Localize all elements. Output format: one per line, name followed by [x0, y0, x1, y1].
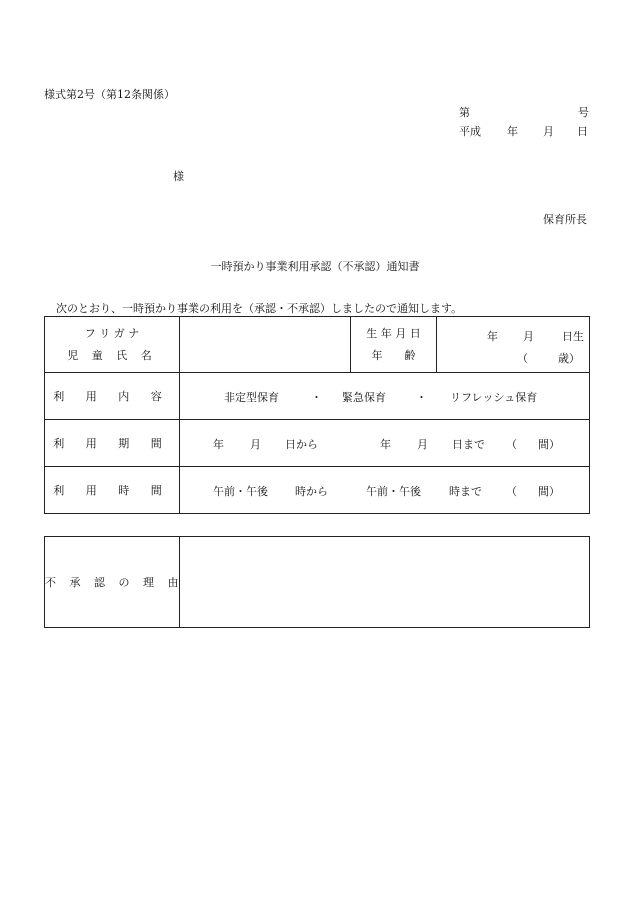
age-close: 歳） [558, 352, 580, 365]
form-number: 様式第2号（第12条関係） [44, 88, 175, 101]
period-start-year: 年 [213, 438, 224, 451]
dob-label: 生 年 月 日 [366, 326, 421, 340]
child-name-field[interactable] [180, 317, 351, 373]
period-start-month: 月 [250, 438, 261, 451]
date-era: 平成 [459, 125, 481, 138]
child-name-header [45, 317, 180, 373]
document-title: 一時預かり事業利用承認（不承認）通知書 [210, 260, 420, 273]
time-duration-close: 間） [538, 485, 560, 498]
period-end-month: 月 [417, 438, 428, 451]
doc-number-suffix: 号 [578, 106, 589, 119]
rejection-reason-field[interactable] [180, 537, 590, 628]
date-month: 月 [543, 125, 554, 138]
dob-year: 年 [487, 330, 498, 343]
furigana-label: フ リ ガ ナ [84, 326, 140, 340]
doc-number-prefix: 第 [459, 106, 470, 119]
usage-period-row [45, 420, 590, 467]
date-year: 年 [507, 125, 518, 138]
usage-time-label: 利 用 時 間 [45, 467, 180, 514]
rejection-reason-table [44, 536, 590, 628]
dob-age-field[interactable] [437, 317, 590, 373]
age-label: 年 齢 [371, 348, 416, 362]
dob-age-header [351, 317, 437, 373]
option-separator: ・ [311, 391, 322, 404]
age-value [437, 350, 589, 364]
usage-time-row [45, 467, 590, 514]
time-duration-open: （ [506, 485, 517, 498]
option-emergency-care[interactable]: 緊急保育 [342, 391, 386, 404]
time-start: 時から [295, 485, 328, 498]
dob-value [437, 328, 589, 342]
usage-content-row [45, 373, 590, 420]
application-table [44, 316, 590, 514]
rejection-reason-row [45, 537, 590, 628]
period-end-year: 年 [380, 438, 391, 451]
issue-date [459, 123, 589, 137]
option-separator: ・ [416, 391, 427, 404]
time-start-ampm: 午前・午後 [213, 485, 268, 498]
usage-content-options[interactable] [180, 373, 590, 420]
issuer: 保育所長 [543, 213, 587, 226]
date-day: 日 [577, 125, 588, 138]
age-open: （ [517, 352, 528, 365]
period-duration-open: （ [506, 438, 517, 451]
usage-period-label: 利 用 期 間 [45, 420, 180, 467]
period-duration-close: 間） [538, 438, 560, 451]
time-end: 時まで [449, 485, 482, 498]
dob-day: 日生 [562, 330, 584, 343]
child-name-label: 児 童 氏 名 [67, 348, 157, 362]
dob-month: 月 [523, 330, 534, 343]
period-end-day: 日まで [452, 438, 485, 451]
rejection-reason-label: 不 承 認 の 理 由 [45, 537, 180, 628]
usage-content-label: 利 用 内 容 [45, 373, 180, 420]
recipient-suffix: 様 [173, 170, 184, 183]
usage-period-field[interactable] [180, 420, 590, 467]
intro-text: 次のとおり、一時預かり事業の利用を（承認・不承認）しましたので通知します。 [56, 302, 463, 315]
usage-time-field[interactable] [180, 467, 590, 514]
time-end-ampm: 午前・午後 [366, 485, 421, 498]
child-info-row [45, 317, 590, 373]
option-refresh-care[interactable]: リフレッシュ保育 [450, 391, 538, 404]
period-start-day: 日から [285, 438, 318, 451]
option-irregular-care[interactable]: 非定型保育 [224, 391, 279, 404]
